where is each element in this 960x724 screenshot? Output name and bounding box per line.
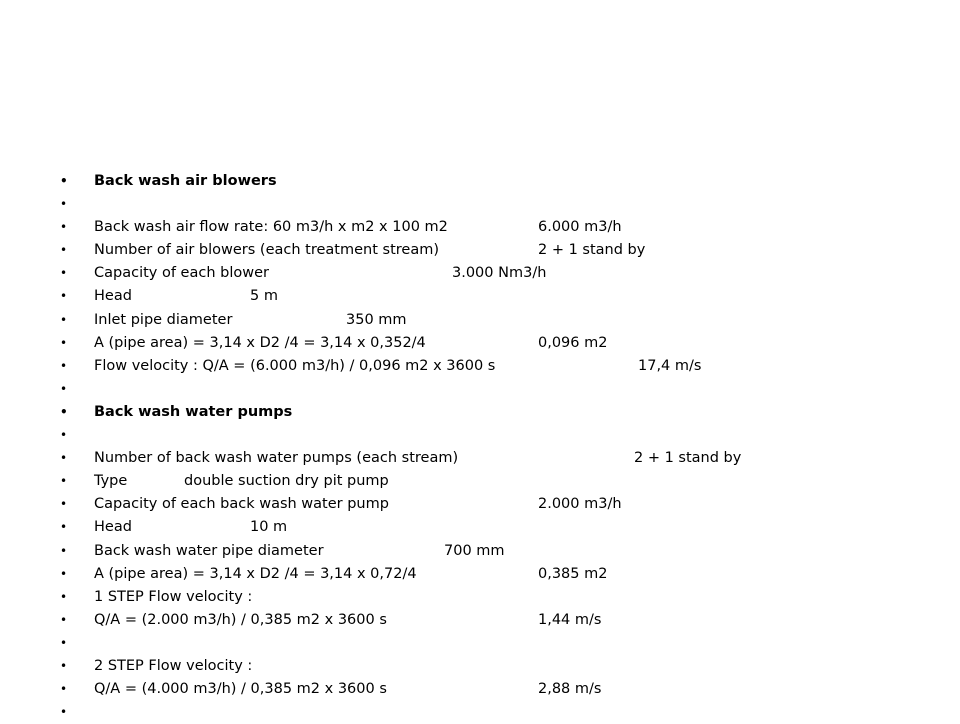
bullet-icon: •: [60, 543, 68, 558]
bullet-icon: •: [60, 312, 68, 327]
bullet-icon: •: [60, 497, 68, 512]
line-value: 3.000 Nm3/h: [452, 265, 547, 282]
line-value: double suction dry pit pump: [184, 473, 389, 490]
line-value: 5 m: [250, 288, 278, 305]
line-text: Q/A = (4.000 m3/h) / 0,385 m2 x 3600 s: [94, 681, 387, 698]
bullet-icon: •: [60, 381, 68, 396]
line-value: 10 m: [250, 519, 288, 536]
bullet-icon: •: [60, 266, 68, 281]
line-text: Head: [94, 519, 132, 536]
line-text: Number of air blowers (each treatment stream): [94, 242, 439, 259]
bullet-icon: •: [60, 428, 68, 443]
line-text: Head: [94, 288, 132, 305]
line-value: 2.000 m3/h: [538, 496, 622, 513]
line-value: 0,385 m2: [538, 565, 608, 582]
bullet-icon: •: [60, 566, 68, 581]
line-text: A (pipe area) = 3,14 x D2 /4 = 3,14 x 0,72/4: [94, 565, 417, 582]
bullet-icon: •: [60, 520, 68, 535]
bullet-icon: •: [60, 197, 68, 212]
bullet-icon: •: [60, 705, 68, 720]
bullet-icon: •: [60, 451, 68, 466]
section-heading-water-pumps: Back wash water pumps: [94, 403, 293, 420]
bullet-icon: •: [60, 335, 68, 350]
bullet-icon: •: [60, 289, 68, 304]
line-text: A (pipe area) = 3,14 x D2 /4 = 3,14 x 0,352/4: [94, 334, 426, 351]
line-text: Back wash water pipe diameter: [94, 542, 324, 559]
line-text: Number of back wash water pumps (each stream): [94, 450, 459, 467]
line-value: 350 mm: [346, 311, 407, 328]
line-value: 2,88 m/s: [538, 681, 602, 698]
bullet-icon: •: [60, 220, 68, 235]
line-value: 0,096 m2: [538, 334, 608, 351]
line-value: 6.000 m3/h: [538, 219, 622, 236]
bullet-icon: •: [60, 635, 68, 650]
line-value: 2 + 1 stand by: [538, 242, 646, 259]
line-text: Back wash air flow rate: 60 m3/h x m2 x 100 m2: [94, 219, 448, 236]
bullet-icon: •: [60, 174, 68, 188]
line-value: 2 + 1 stand by: [634, 450, 742, 467]
bullet-icon: •: [60, 358, 68, 373]
line-text: Flow velocity : Q/A = (6.000 m3/h) / 0,096 m2 x 3600 s: [94, 357, 496, 374]
bullet-icon: •: [60, 404, 68, 419]
bullet-icon: •: [60, 243, 68, 258]
line-text: 2 STEP Flow velocity :: [94, 657, 253, 674]
line-text: Q/A = (2.000 m3/h) / 0,385 m2 x 3600 s: [94, 611, 387, 628]
bullet-icon: •: [60, 589, 68, 604]
line-value: 700 mm: [444, 542, 505, 559]
line-value: 17,4 m/s: [638, 357, 702, 374]
line-text: Capacity of each blower: [94, 265, 269, 282]
line-text: Type: [94, 473, 128, 490]
line-text: Capacity of each back wash water pump: [94, 496, 389, 513]
line-value: 1,44 m/s: [538, 611, 602, 628]
bullet-icon: •: [60, 682, 68, 697]
line-text: Inlet pipe diameter: [94, 311, 233, 328]
bullet-icon: •: [60, 474, 68, 489]
section-heading-air-blowers: Back wash air blowers: [94, 173, 277, 189]
line-text: 1 STEP Flow velocity :: [94, 588, 253, 605]
bullet-icon: •: [60, 612, 68, 627]
bullet-icon: •: [60, 658, 68, 673]
